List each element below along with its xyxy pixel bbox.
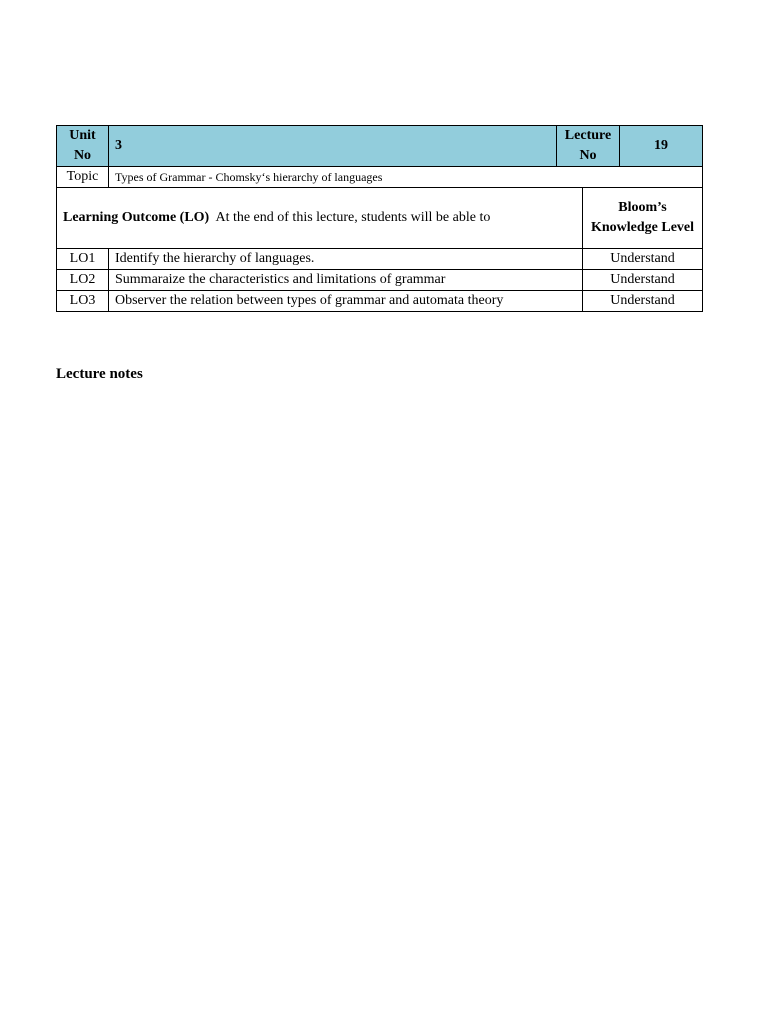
outcome-text: Observer the relation between types of grammar and automata theory <box>109 291 583 312</box>
outcome-level: Understand <box>583 291 703 312</box>
outcome-id: LO1 <box>57 249 109 270</box>
unit-label: Unit No <box>57 126 109 167</box>
outcome-text: Identify the hierarchy of languages. <box>109 249 583 270</box>
learning-outcome-row <box>57 188 703 249</box>
learning-outcome-label: Learning Outcome (LO) <box>63 210 210 225</box>
topic-value: Types of Grammar - Chomsky‘s hierarchy of languages <box>109 167 703 188</box>
topic-label: Topic <box>57 167 109 188</box>
outcome-level: Understand <box>583 249 703 270</box>
header-row <box>57 126 703 167</box>
unit-value: 3 <box>109 126 557 167</box>
blooms-level-header: Bloom’s Knowledge Level <box>583 188 703 249</box>
lecture-label: Lecture No <box>557 126 620 167</box>
outcome-row <box>57 249 703 270</box>
topic-row <box>57 167 703 188</box>
outcome-row <box>57 291 703 312</box>
outcome-id: LO2 <box>57 270 109 291</box>
learning-outcome-cell <box>57 188 583 249</box>
outcome-text: Summaraize the characteristics and limitations of grammar <box>109 270 583 291</box>
learning-outcome-intro: At the end of this lecture, students will be able to <box>215 210 491 225</box>
outcome-id: LO3 <box>57 291 109 312</box>
outcome-row <box>57 270 703 291</box>
lecture-info-table <box>56 125 703 312</box>
lecture-notes-heading: Lecture notes <box>56 366 143 382</box>
lecture-value: 19 <box>620 126 703 167</box>
outcome-level: Understand <box>583 270 703 291</box>
